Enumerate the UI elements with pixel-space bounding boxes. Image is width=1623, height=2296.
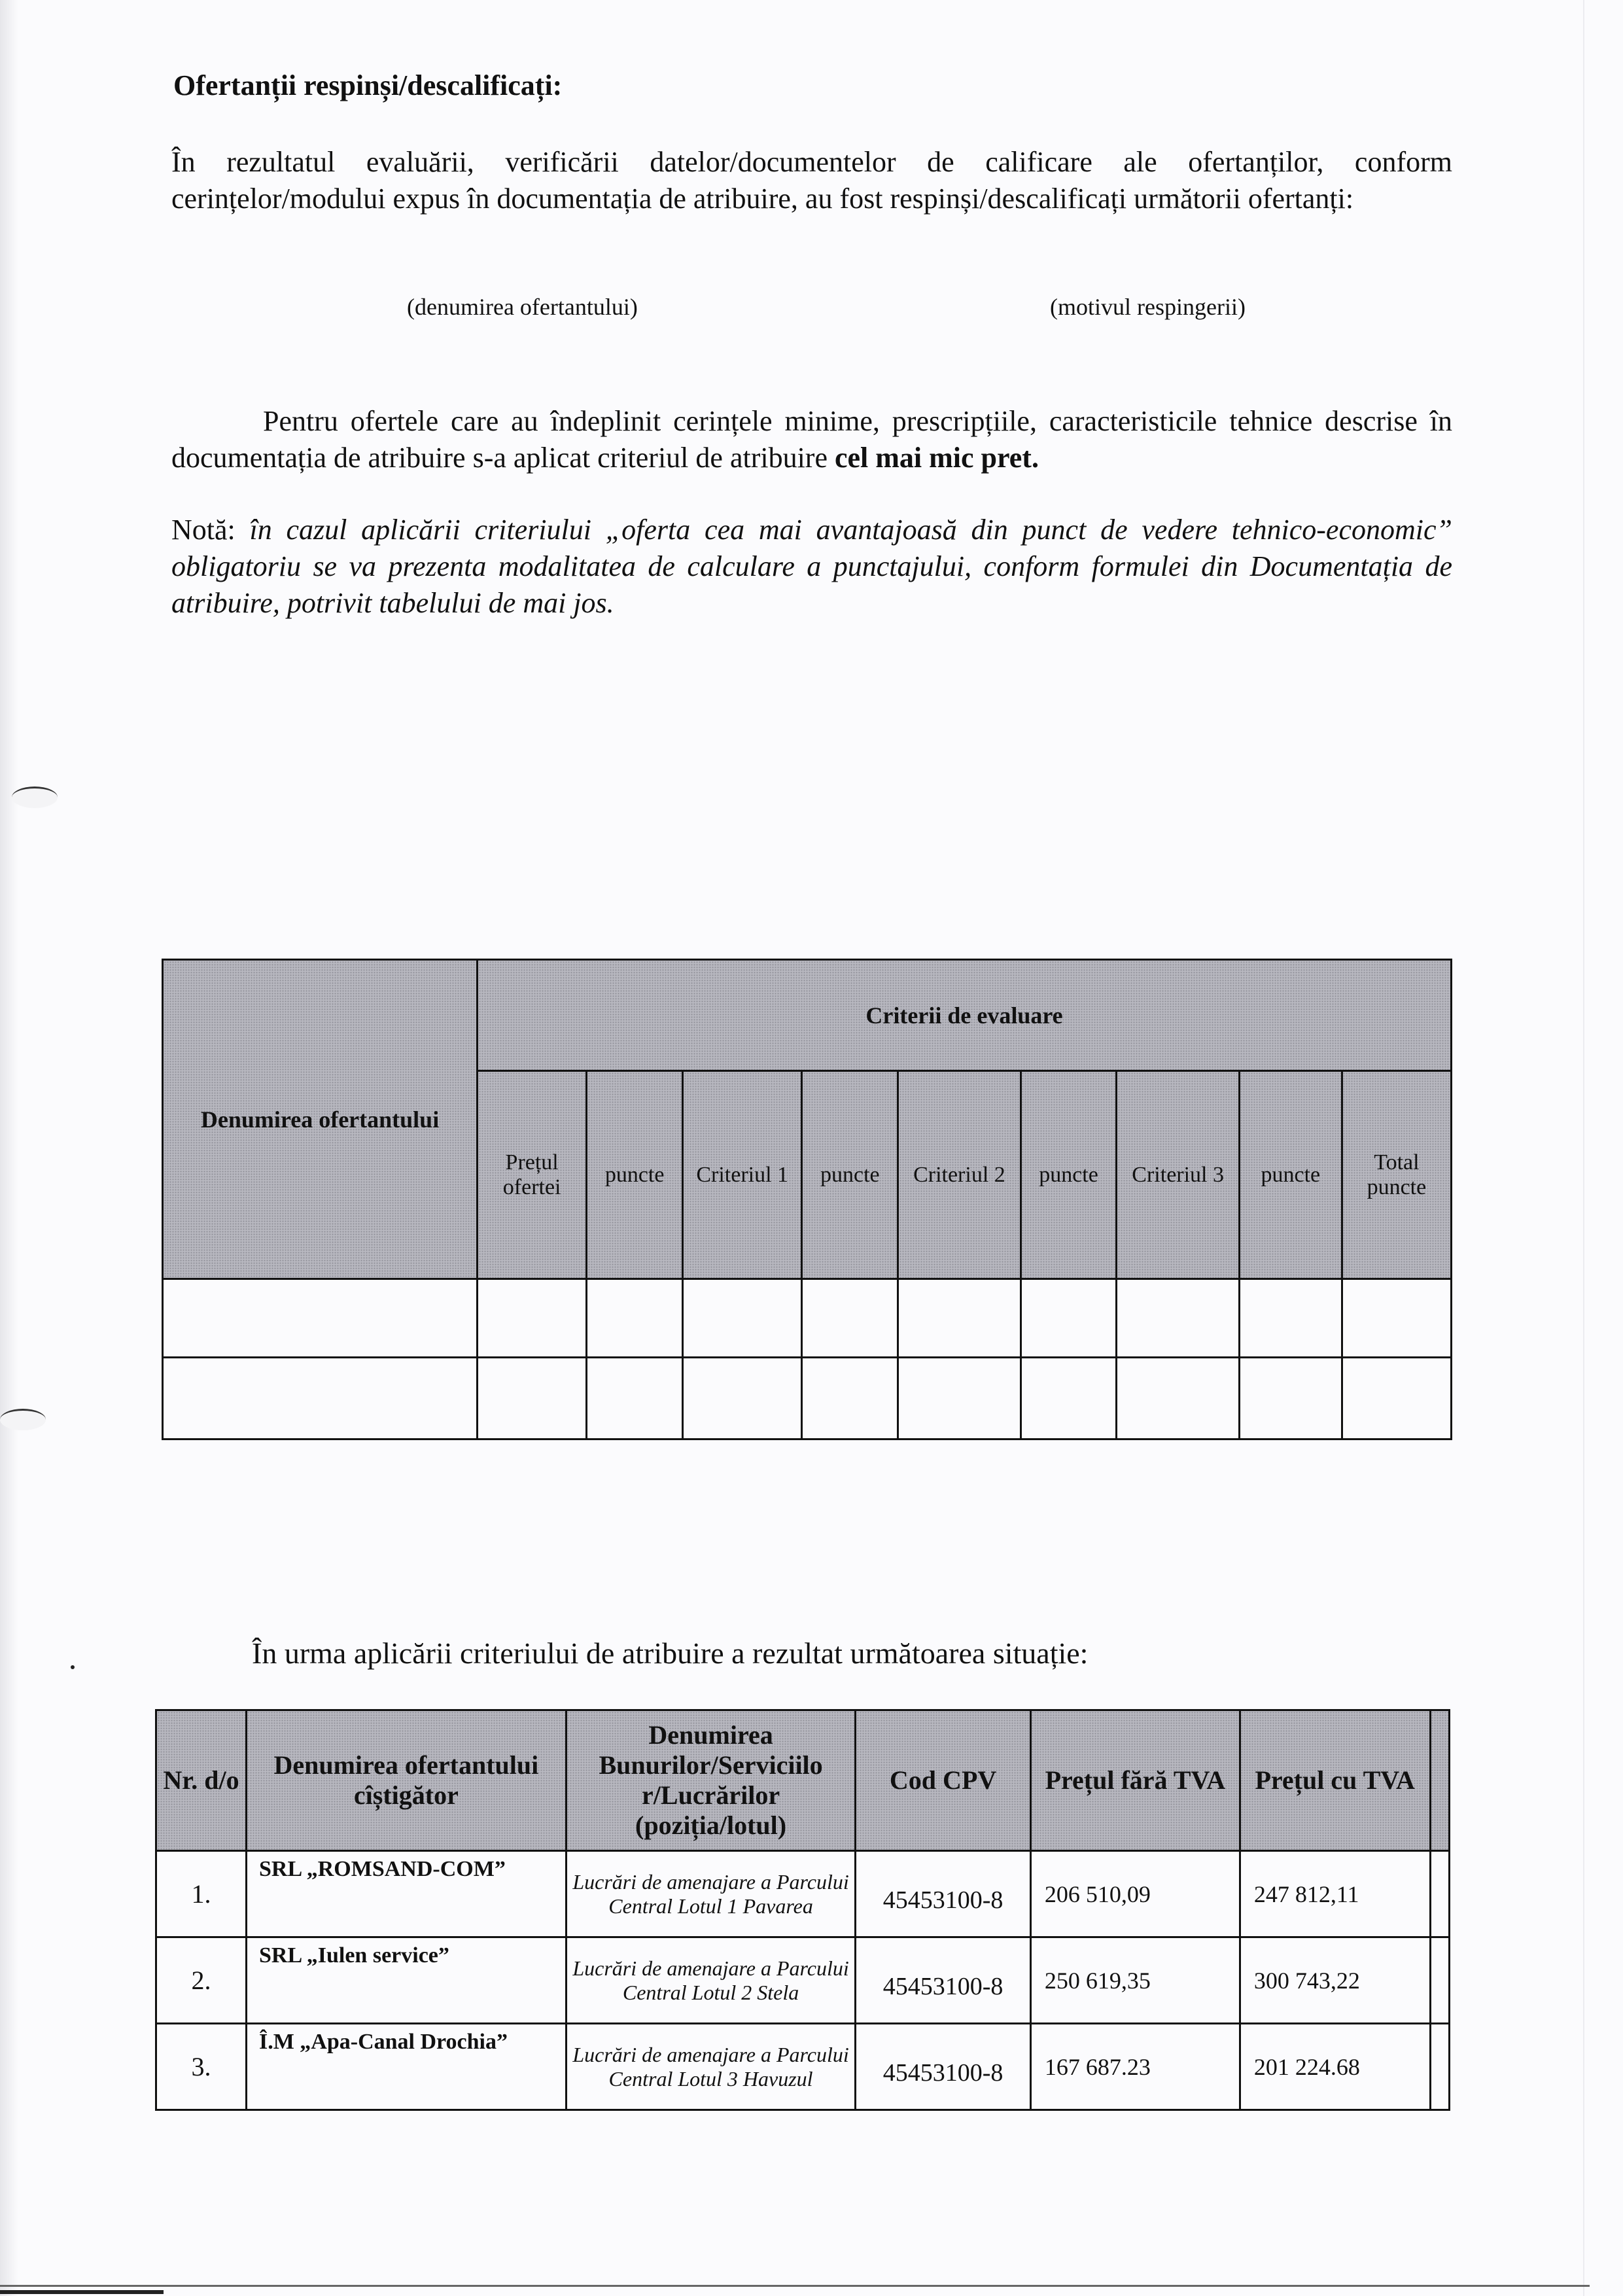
punch-hole-mark	[0, 1409, 46, 1430]
empty-cell	[1239, 1358, 1342, 1439]
table-row	[163, 1279, 1452, 1358]
row-nr: 1.	[156, 1851, 247, 1937]
empty-cell	[478, 1279, 587, 1358]
header-goods-line: r/Lucrărilor	[642, 1780, 780, 1810]
col-criterion-3: Criteriul 3	[1117, 1071, 1239, 1279]
row-extra-cell	[1430, 1851, 1449, 1937]
row-winner: SRL „Iulen service”	[246, 1937, 566, 2024]
row-price-vat: 247 812,11	[1240, 1851, 1430, 1937]
empty-cell	[802, 1358, 898, 1439]
col-criterion-2: Criteriul 2	[898, 1071, 1021, 1279]
row-extra-cell	[1430, 2024, 1449, 2110]
row-price-no-vat: 206 510,09	[1030, 1851, 1240, 1937]
header-goods	[566, 1710, 856, 1851]
bidder-name-label: (denumirea ofertantului)	[407, 294, 638, 320]
empty-cell	[163, 1279, 478, 1358]
row-description: Lucrări de amenajare a Parcului Central Lotul 3 Havuzul	[566, 2024, 856, 2110]
note-paragraph	[171, 512, 1452, 622]
empty-cell	[683, 1358, 802, 1439]
empty-cell	[163, 1358, 478, 1439]
table-row	[156, 1937, 1450, 2024]
row-cpv: 45453100-8	[856, 1937, 1031, 2024]
row-price-no-vat: 250 619,35	[1030, 1937, 1240, 2024]
col-points: puncte	[802, 1071, 898, 1279]
header-cpv: Cod CPV	[856, 1710, 1031, 1851]
empty-cell	[1342, 1358, 1451, 1439]
criteria-group-header: Criterii de evaluare	[478, 960, 1452, 1071]
empty-cell	[1342, 1279, 1451, 1358]
rejected-bidders-heading: Ofertanții respinși/descalificați:	[173, 69, 563, 101]
note-text: în cazul aplicării criteriului „oferta cea mai avantajoasă din punct de vedere tehnico-economic” obligatoriu se va prezenta modalitatea de calculare a punctajului, conform formulei din Documentația de atribuire, potrivit tabelului de mai jos.	[171, 514, 1452, 619]
row-nr: 2.	[156, 1937, 247, 2024]
empty-cell	[802, 1279, 898, 1358]
row-price-no-vat: 167 687.23	[1030, 2024, 1240, 2110]
empty-cell	[1117, 1358, 1239, 1439]
empty-cell	[1021, 1358, 1117, 1439]
table-row	[163, 1358, 1452, 1439]
header-goods-line: Denumirea	[648, 1720, 773, 1750]
scan-bottom-edge	[0, 2285, 1590, 2287]
punch-hole-mark	[12, 786, 58, 808]
table-row	[156, 2024, 1450, 2110]
header-nr: Nr. d/o	[156, 1710, 247, 1851]
row-description: Lucrări de amenajare a Parcului Central Lotul 1 Pavarea	[566, 1851, 856, 1937]
col-points: puncte	[1239, 1071, 1342, 1279]
row-winner: SRL „ROMSAND-COM”	[246, 1851, 566, 1937]
empty-cell	[478, 1358, 587, 1439]
bidder-name-header: Denumirea ofertantului	[163, 960, 478, 1279]
row-cpv: 45453100-8	[856, 1851, 1031, 1937]
scan-bottom-edge-dark	[0, 2290, 164, 2294]
col-offer-price: Prețul ofertei	[478, 1071, 587, 1279]
empty-cell	[587, 1358, 683, 1439]
criteria-bold: cel mai mic pret.	[834, 442, 1039, 474]
table-row	[156, 1851, 1450, 1937]
rejected-bidders-paragraph: În rezultatul evaluării, verificării datelor/documentelor de calificare ale ofertanților, conform cerințelor/modului expus în documentația de atribuire, au fost respinși/descalificați următorii ofertanți:	[171, 146, 1452, 215]
header-price-no-vat: Prețul fără TVA	[1030, 1710, 1240, 1851]
row-price-vat: 300 743,22	[1240, 1937, 1430, 2024]
row-extra-cell	[1430, 1937, 1449, 2024]
results-table	[155, 1709, 1450, 2111]
results-intro: În urma aplicării criteriului de atribuire a rezultat următoarea situație:	[252, 1636, 1089, 1670]
note-label: Notă:	[171, 514, 250, 546]
header-winner: Denumirea ofertantului cîștigător	[246, 1710, 566, 1851]
empty-cell	[1117, 1279, 1239, 1358]
header-goods-line: (poziția/lotul)	[635, 1810, 787, 1840]
header-extra-col	[1430, 1710, 1449, 1851]
empty-cell	[587, 1279, 683, 1358]
rejection-reason-label: (motivul respingerii)	[1050, 294, 1246, 320]
col-criterion-1: Criteriul 1	[683, 1071, 802, 1279]
criteria-paragraph	[171, 403, 1452, 476]
col-points: puncte	[587, 1071, 683, 1279]
evaluation-table	[162, 959, 1452, 1440]
header-price-vat: Prețul cu TVA	[1240, 1710, 1430, 1851]
empty-cell	[683, 1279, 802, 1358]
header-goods-line: Bunurilor/Serviciilo	[599, 1750, 823, 1780]
empty-cell	[1239, 1279, 1342, 1358]
col-total-points: Total puncte	[1342, 1071, 1451, 1279]
row-winner: Î.M „Apa-Canal Drochia”	[246, 2024, 566, 2110]
criteria-text: Pentru ofertele care au îndeplinit cerințele minime, prescripțiile, caracteristicile tehnice descrise în documentația de atribuire s-a aplicat criteriul de atribuire	[171, 405, 1452, 474]
row-price-vat: 201 224.68	[1240, 2024, 1430, 2110]
scan-shadow	[0, 0, 18, 2296]
row-description: Lucrări de amenajare a Parcului Central Lotul 2 Stela	[566, 1937, 856, 2024]
empty-cell	[898, 1279, 1021, 1358]
dot-mark	[71, 1665, 75, 1669]
col-points: puncte	[1021, 1071, 1117, 1279]
row-cpv: 45453100-8	[856, 2024, 1031, 2110]
empty-cell	[898, 1358, 1021, 1439]
scan-edge	[1583, 0, 1584, 2296]
row-nr: 3.	[156, 2024, 247, 2110]
empty-cell	[1021, 1279, 1117, 1358]
